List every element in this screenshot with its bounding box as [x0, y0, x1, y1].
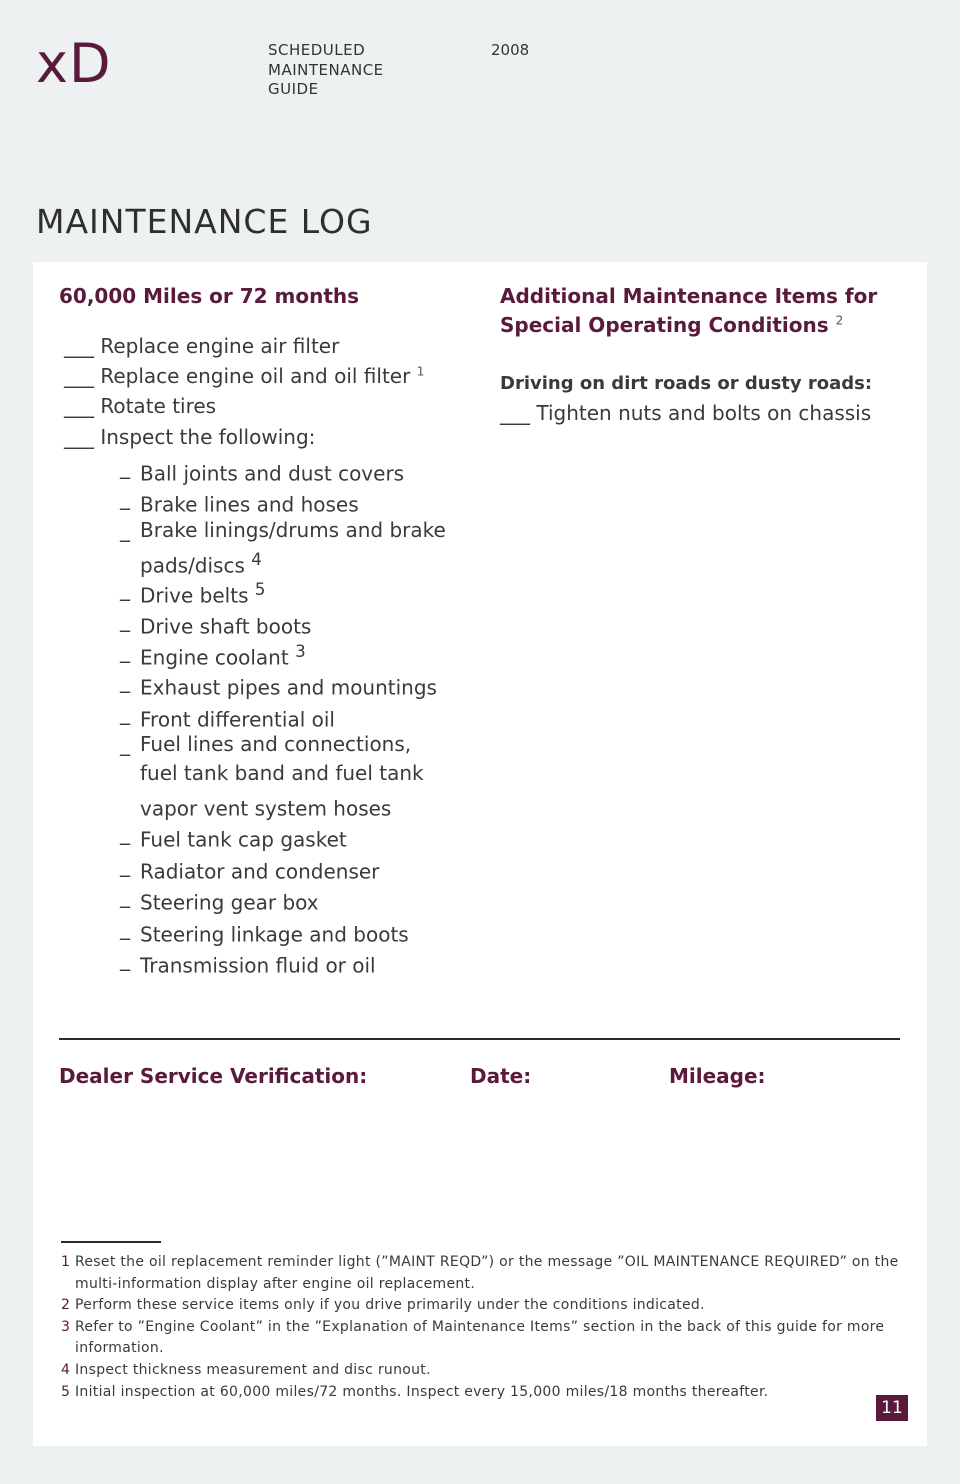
inspection-item: _ Drive belts $^5$	[120, 577, 266, 608]
guide-title-line: GUIDE	[268, 80, 319, 98]
conditions-heading-line: Special Operating Conditions $^2$	[500, 313, 844, 337]
inspection-item: _ Front differential oil	[120, 701, 335, 732]
inspection-item: _ Brake lines and hoses	[120, 486, 359, 517]
inspection-item: _ Ball joints and dust covers	[120, 455, 405, 486]
guide-title-line: SCHEDULED	[268, 41, 366, 59]
checklist-item: ___ Inspect the following:	[64, 425, 316, 449]
inspection-item: _ Transmission fluid or oil	[120, 947, 376, 978]
inspection-item: _ Brake linings/drums and brake pads/discs $^4$	[120, 518, 446, 578]
divider	[59, 1038, 900, 1040]
guide-title-line: MAINTENANCE	[268, 60, 384, 79]
inspection-item: _ Steering gear box	[120, 884, 319, 915]
conditions-heading	[500, 282, 877, 340]
log-panel	[33, 262, 927, 1446]
conditions-subheading: Driving on dirt roads or dusty roads:	[500, 373, 873, 394]
model-year: 2008	[491, 41, 530, 59]
inspection-item: _ Steering linkage and boots	[120, 916, 409, 947]
footnote-rule	[61, 1241, 161, 1243]
footnote: 5 Initial inspection at 60,000 miles/72 months. Inspect every 15,000 miles/18 months thereafter.	[61, 1383, 769, 1400]
page-number: 11	[876, 1395, 908, 1421]
footnotes	[61, 1252, 901, 1403]
checklist-item: ___ Rotate tires	[64, 394, 217, 418]
checklist-item: ___ Replace engine oil and oil filter $^1$	[64, 364, 425, 388]
inspection-item: _ Exhaust pipes and mountings	[120, 669, 437, 700]
footnote: 4 Inspect thickness measurement and disc runout.	[61, 1361, 431, 1378]
inspection-item: _ Drive shaft boots	[120, 608, 312, 639]
date-label: Date:	[470, 1064, 532, 1088]
checklist-item: ___ Replace engine air filter	[64, 334, 340, 358]
inspection-item: _ Engine coolant $^3$	[120, 639, 306, 670]
checklist-item: ___ Tighten nuts and bolts on chassis	[500, 401, 872, 425]
brand-logo: xD	[36, 32, 112, 95]
interval-heading: 60,000 Miles or 72 months	[59, 284, 360, 308]
conditions-heading-line: Additional Maintenance Items for	[500, 284, 878, 308]
inspection-item: _ Fuel lines and connections, fuel tank band and fuel tank vapor vent system hoses	[120, 732, 424, 821]
footnote: 1 Reset the oil replacement reminder light (”MAINT REQD”) or the message ”OIL MAINTENANCE REQUIRED” on the multi-information display after engine oil replacement.	[61, 1254, 899, 1292]
page-title: MAINTENANCE LOG	[36, 202, 373, 241]
footnote: 2 Perform these service items only if you drive primarily under the conditions indicated.	[61, 1297, 705, 1314]
inspection-item: _ Radiator and condenser	[120, 853, 380, 884]
guide-title	[268, 41, 384, 100]
footnote: 3 Refer to ”Engine Coolant” in the ”Explanation of Maintenance Items” section in the back of this guide for more information.	[61, 1318, 885, 1357]
mileage-label: Mileage:	[669, 1064, 766, 1088]
inspection-item: _ Fuel tank cap gasket	[120, 821, 347, 852]
dealer-verification-label: Dealer Service Verification:	[59, 1064, 368, 1088]
